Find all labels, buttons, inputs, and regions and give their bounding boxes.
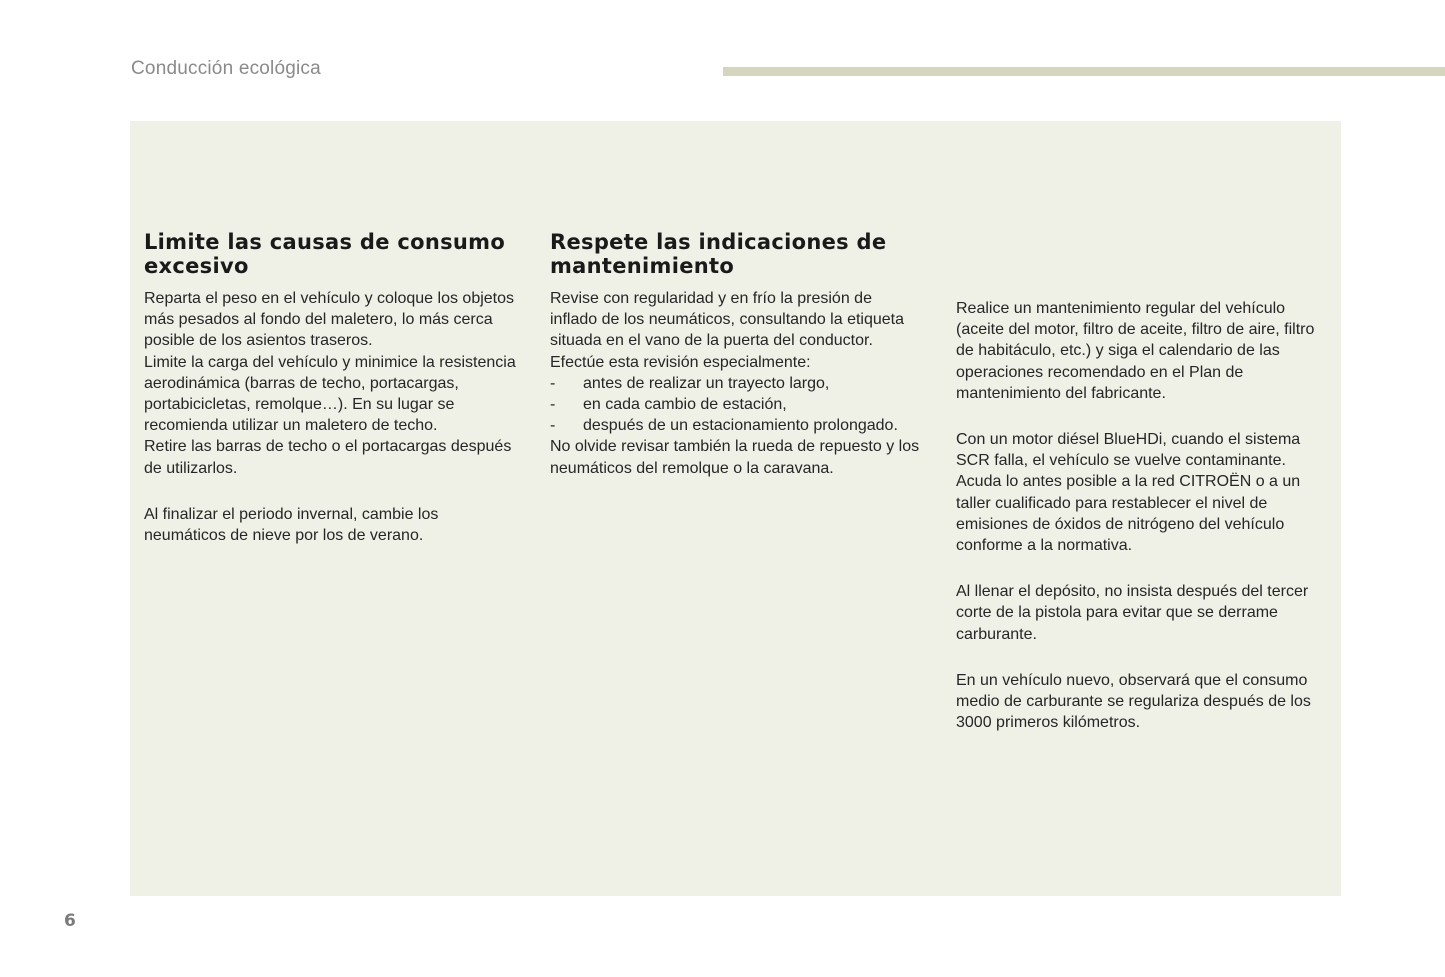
paragraph-load-aerodynamics: Limite la carga del vehículo y minimice la resistencia aerodinámica (barras de techo, portacargas, portabicicletas, remolque…). En su lugar se recomienda utilizar un maletero de techo. (144, 353, 516, 435)
list-dash: - (550, 417, 556, 435)
section-title: Conducción ecológica (131, 58, 321, 79)
list-item (550, 373, 922, 394)
list-item-text: antes de realizar un trayecto largo, (583, 374, 830, 392)
paragraph-new-vehicle-consumption: En un vehículo nuevo, observará que el consumo medio de carburante se regulariza después de los 3000 primeros kilómetros. (956, 671, 1311, 732)
column-maintenance-continued (956, 298, 1328, 758)
paragraph-winter-tyres: Al finalizar el periodo invernal, cambie los neumáticos de nieve por los de verano. (144, 505, 439, 545)
list-dash: - (550, 396, 556, 414)
list-item-text: después de un estacionamiento prolongado. (583, 417, 898, 435)
paragraph-weight-distribution: Reparta el peso en el vehículo y coloque los objetos más pesados al fondo del maletero, lo más cerca posible de los asientos traseros. (144, 290, 515, 350)
list-item-text: en cada cambio de estación, (583, 396, 787, 414)
paragraph-remove-roof-bars: Retire las barras de techo o el portacargas después de utilizarlos. (144, 438, 512, 477)
check-occasions-list (550, 373, 922, 437)
column-excessive-consumption (144, 230, 516, 571)
heading-maintenance: Respete las indicaciones de mantenimiento (550, 230, 887, 278)
paragraph-check-when: Efectúe esta revisión especialmente: (550, 353, 811, 371)
column-maintenance (550, 230, 922, 504)
heading-excessive-consumption: Limite las causas de consumo excesivo (144, 230, 506, 278)
page-number: 6 (64, 911, 76, 931)
list-dash: - (550, 374, 556, 392)
header-decorative-bar (723, 67, 1445, 76)
paragraph-refuelling: Al llenar el depósito, no insista después del tercer corte de la pistola para evitar que se derrame carburante. (956, 583, 1309, 643)
paragraph-tyre-pressure: Revise con regularidad y en frío la presión de inflado de los neumáticos, consultando la etiqueta situada en el vano de la puerta del conductor. (550, 290, 905, 350)
paragraph-spare-wheel: No olvide revisar también la rueda de repuesto y los neumáticos del remolque o la caravana. (550, 438, 920, 477)
paragraph-regular-maintenance: Realice un mantenimiento regular del vehículo (aceite del motor, filtro de aceite, filtro de aire, filtro de habitáculo, etc.) y siga el calendario de las operaciones recomendado en el Plan de mantenimiento del fabricante. (956, 300, 1315, 402)
list-item (550, 394, 922, 415)
paragraph-bluehdi-scr: Con un motor diésel BlueHDi, cuando el sistema SCR falla, el vehículo se vuelve contaminante. Acuda lo antes posible a la red CITROËN o a un taller cualificado para restablecer el nivel de emisiones de óxidos de nitrógeno del vehículo conforme a la normativa. (956, 431, 1301, 555)
list-item (550, 415, 922, 436)
